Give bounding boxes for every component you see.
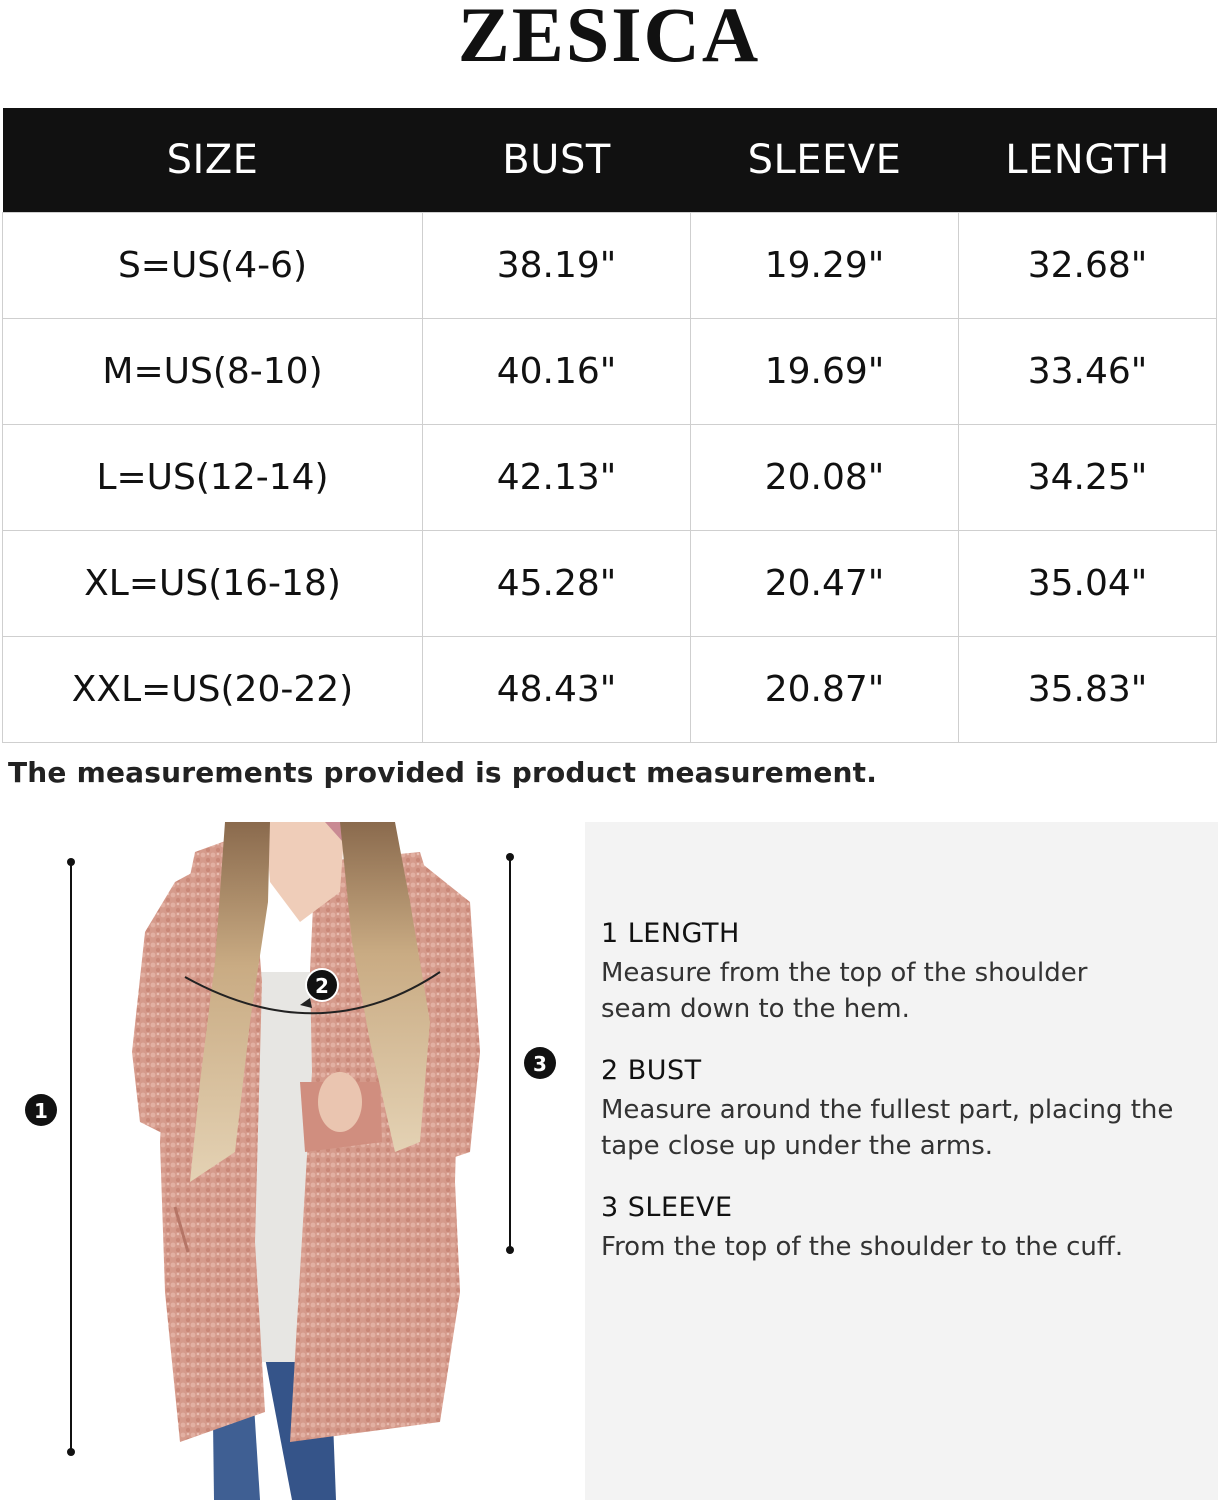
svg-text:2: 2 [315,974,329,998]
size-cell: L=US(12-14) [3,425,423,531]
instruction-desc: Measure around the fullest part, placing the tape close up under the arms. [601,1095,1174,1161]
length-cell: 35.04" [959,531,1217,637]
instruction-title: 3 SLEEVE [601,1192,733,1223]
sleeve-cell: 19.29" [691,213,959,319]
table-header-row [3,108,1217,213]
bust-cell: 42.13" [423,425,691,531]
length-cell: 35.83" [959,637,1217,743]
instruction-bust [601,1055,1181,1164]
sleeve-cell: 20.47" [691,531,959,637]
size-chart-table [2,108,1217,743]
instruction-length [601,918,1141,1027]
bust-cell: 40.16" [423,319,691,425]
size-cell: XL=US(16-18) [3,531,423,637]
svg-text:3: 3 [533,1052,547,1076]
marker-length [25,1094,57,1126]
brand-logo: ZESICA [457,0,761,78]
instruction-title: 2 BUST [601,1055,702,1086]
size-cell: S=US(4-6) [3,213,423,319]
instruction-desc: Measure from the top of the shoulder seam down to the hem. [601,958,1088,1024]
column-header-size: SIZE [3,108,423,213]
measurement-instructions-panel [585,822,1218,1500]
marker-bust [306,969,338,1001]
instruction-title: 1 LENGTH [601,918,740,949]
column-header-length: LENGTH [959,108,1217,213]
column-header-bust: BUST [423,108,691,213]
svg-text:1: 1 [34,1099,48,1123]
table-row [3,425,1217,531]
column-header-sleeve: SLEEVE [691,108,959,213]
table-row [3,637,1217,743]
table-row [3,319,1217,425]
marker-sleeve [524,1047,556,1079]
size-cell: XXL=US(20-22) [3,637,423,743]
bust-cell: 38.19" [423,213,691,319]
table-row [3,213,1217,319]
measurement-note: The measurements provided is product measurement. [8,756,878,789]
length-cell: 33.46" [959,319,1217,425]
bust-cell: 45.28" [423,531,691,637]
sleeve-cell: 20.08" [691,425,959,531]
instruction-sleeve [601,1192,1181,1265]
product-photo [0,822,585,1500]
size-cell: M=US(8-10) [3,319,423,425]
bust-cell: 48.43" [423,637,691,743]
instruction-desc: From the top of the shoulder to the cuff. [601,1232,1124,1262]
length-cell: 32.68" [959,213,1217,319]
table-row [3,531,1217,637]
sleeve-cell: 19.69" [691,319,959,425]
length-cell: 34.25" [959,425,1217,531]
sleeve-cell: 20.87" [691,637,959,743]
